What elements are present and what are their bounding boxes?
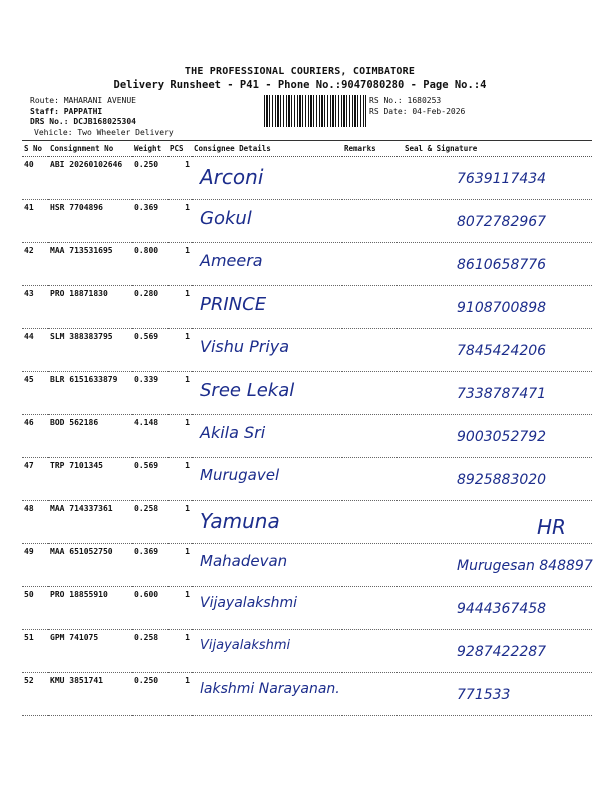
handwritten-consignee-name: Gokul <box>200 208 252 229</box>
handwritten-signature: HR <box>537 515 566 539</box>
table-row <box>22 501 592 544</box>
sno-cell: 45 <box>22 372 48 415</box>
pcs-cell: 1 <box>168 544 192 587</box>
runsheet-title: Delivery Runsheet - P41 - Phone No.:9047080280 - Page No.:4 <box>113 79 487 91</box>
consignment-cell: HSR 7704896 <box>48 200 132 243</box>
remarks-cell <box>342 200 397 243</box>
handwritten-signature: Murugesan 848897 <box>457 558 593 574</box>
pcs-cell: 1 <box>168 458 192 501</box>
col-pcs: PCS <box>168 141 192 157</box>
pcs-cell: 1 <box>168 673 192 716</box>
pcs-cell: 1 <box>168 415 192 458</box>
signature-cell <box>397 329 592 372</box>
handwritten-signature: 9003052792 <box>457 429 547 445</box>
handwritten-signature: 8925883020 <box>457 472 547 488</box>
signature-cell <box>397 415 592 458</box>
consignee-cell <box>192 200 342 243</box>
handwritten-signature: 8610658776 <box>457 257 547 273</box>
consignee-cell <box>192 630 342 673</box>
table-row <box>22 587 592 630</box>
signature-cell <box>397 200 592 243</box>
handwritten-signature: 7338787471 <box>457 386 547 402</box>
col-remarks: Remarks <box>342 141 397 157</box>
consignment-cell: BLR 6151633879 <box>48 372 132 415</box>
signature-cell <box>397 630 592 673</box>
remarks-cell <box>342 372 397 415</box>
consignee-cell <box>192 587 342 630</box>
consignee-cell <box>192 458 342 501</box>
rs-date-label: RS Date: 04-Feb-2026 <box>369 106 466 116</box>
pcs-cell: 1 <box>168 286 192 329</box>
table-row <box>22 286 592 329</box>
table-row <box>22 630 592 673</box>
signature-cell <box>397 372 592 415</box>
sno-cell: 47 <box>22 458 48 501</box>
consignment-cell: MAA 713531695 <box>48 243 132 286</box>
handwritten-consignee-name: PRINCE <box>200 294 267 315</box>
remarks-cell <box>342 587 397 630</box>
signature-cell <box>397 157 592 200</box>
sno-cell: 51 <box>22 630 48 673</box>
consignee-cell <box>192 329 342 372</box>
sno-cell: 48 <box>22 501 48 544</box>
sno-cell: 40 <box>22 157 48 200</box>
signature-cell <box>397 501 592 544</box>
pcs-cell: 1 <box>168 501 192 544</box>
pcs-cell: 1 <box>168 372 192 415</box>
signature-cell <box>397 587 592 630</box>
consignment-cell: PRO 18871830 <box>48 286 132 329</box>
sno-cell: 43 <box>22 286 48 329</box>
handwritten-consignee-name: Murugavel <box>200 466 280 484</box>
runsheet-header <box>0 66 600 91</box>
handwritten-consignee-name: Arconi <box>200 165 264 189</box>
col-seal: Seal & Signature <box>397 141 592 157</box>
remarks-cell <box>342 243 397 286</box>
consignment-cell: TRP 7101345 <box>48 458 132 501</box>
handwritten-signature: 9287422287 <box>457 644 547 660</box>
weight-cell: 0.258 <box>132 630 168 673</box>
col-consignment: Consignment No <box>48 141 132 157</box>
runsheet-table <box>22 140 592 716</box>
handwritten-signature: 8072782967 <box>457 214 547 230</box>
consignee-cell <box>192 243 342 286</box>
handwritten-consignee-name: Vijayalakshmi <box>200 638 291 653</box>
consignee-cell <box>192 372 342 415</box>
table-row <box>22 415 592 458</box>
col-consignee: Consignee Details <box>192 141 342 157</box>
consignment-cell: ABI 20260102646 <box>48 157 132 200</box>
sno-cell: 50 <box>22 587 48 630</box>
weight-cell: 4.148 <box>132 415 168 458</box>
meta-right <box>369 96 465 117</box>
remarks-cell <box>342 415 397 458</box>
remarks-cell <box>342 157 397 200</box>
weight-cell: 0.369 <box>132 200 168 243</box>
handwritten-consignee-name: Yamuna <box>200 509 280 533</box>
sno-cell: 49 <box>22 544 48 587</box>
consignment-cell: MAA 714337361 <box>48 501 132 544</box>
consignee-cell <box>192 286 342 329</box>
company-name: THE PROFESSIONAL COURIERS, COIMBATORE <box>184 66 416 77</box>
pcs-cell: 1 <box>168 157 192 200</box>
pcs-cell: 1 <box>168 630 192 673</box>
weight-cell: 0.800 <box>132 243 168 286</box>
weight-cell: 0.280 <box>132 286 168 329</box>
barcode-image <box>264 95 366 127</box>
handwritten-consignee-name: Mahadevan <box>200 552 288 570</box>
meta-left <box>30 96 174 138</box>
vehicle-label: Vehicle: Two Wheeler Delivery <box>34 127 174 137</box>
sno-cell: 42 <box>22 243 48 286</box>
weight-cell: 0.250 <box>132 157 168 200</box>
pcs-cell: 1 <box>168 243 192 286</box>
table-row <box>22 458 592 501</box>
remarks-cell <box>342 458 397 501</box>
weight-cell: 0.600 <box>132 587 168 630</box>
handwritten-consignee-name: Sree Lekal <box>200 380 295 401</box>
handwritten-consignee-name: lakshmi Narayanan. <box>200 681 340 697</box>
weight-cell: 0.569 <box>132 458 168 501</box>
consignee-cell <box>192 157 342 200</box>
consignee-cell <box>192 501 342 544</box>
remarks-cell <box>342 501 397 544</box>
col-sno: S No <box>22 141 48 157</box>
consignment-cell: GPM 741075 <box>48 630 132 673</box>
handwritten-consignee-name: Ameera <box>200 251 263 270</box>
col-weight: Weight <box>132 141 168 157</box>
pcs-cell: 1 <box>168 329 192 372</box>
table-row <box>22 372 592 415</box>
table-row <box>22 157 592 200</box>
table-row <box>22 673 592 716</box>
pcs-cell: 1 <box>168 587 192 630</box>
consignment-cell: BOD 562186 <box>48 415 132 458</box>
signature-cell <box>397 243 592 286</box>
rs-no-label: RS No.: 1680253 <box>369 96 442 105</box>
handwritten-consignee-name: Vijayalakshmi <box>200 595 298 611</box>
consignee-cell <box>192 673 342 716</box>
drs-label: DRS No.: DCJB168025304 <box>30 117 136 126</box>
consignment-cell: SLM 388383795 <box>48 329 132 372</box>
pcs-cell: 1 <box>168 200 192 243</box>
signature-cell <box>397 286 592 329</box>
handwritten-signature: 7845424206 <box>457 343 547 359</box>
staff-label: Staff: PAPPATHI <box>30 106 103 116</box>
remarks-cell <box>342 544 397 587</box>
table-row <box>22 200 592 243</box>
handwritten-consignee-name: Akila Sri <box>200 423 266 442</box>
weight-cell: 0.339 <box>132 372 168 415</box>
consignment-cell: KMU 3851741 <box>48 673 132 716</box>
table-header-row <box>22 141 592 157</box>
handwritten-signature: 9444367458 <box>457 601 547 617</box>
handwritten-consignee-name: Vishu Priya <box>200 337 290 356</box>
weight-cell: 0.569 <box>132 329 168 372</box>
consignment-cell: PRO 18855910 <box>48 587 132 630</box>
table-row <box>22 243 592 286</box>
route-label: Route: MAHARANI AVENUE <box>30 96 136 105</box>
sno-cell: 52 <box>22 673 48 716</box>
remarks-cell <box>342 286 397 329</box>
remarks-cell <box>342 630 397 673</box>
consignment-cell: MAA 651052750 <box>48 544 132 587</box>
handwritten-signature: 771533 <box>457 687 511 703</box>
table-row <box>22 329 592 372</box>
weight-cell: 0.250 <box>132 673 168 716</box>
sno-cell: 41 <box>22 200 48 243</box>
signature-cell <box>397 458 592 501</box>
consignee-cell <box>192 544 342 587</box>
table-row <box>22 544 592 587</box>
handwritten-signature: 9108700898 <box>457 300 547 316</box>
handwritten-signature: 7639117434 <box>457 171 547 187</box>
weight-cell: 0.258 <box>132 501 168 544</box>
sno-cell: 44 <box>22 329 48 372</box>
weight-cell: 0.369 <box>132 544 168 587</box>
signature-cell <box>397 673 592 716</box>
signature-cell <box>397 544 592 587</box>
consignee-cell <box>192 415 342 458</box>
remarks-cell <box>342 673 397 716</box>
remarks-cell <box>342 329 397 372</box>
sno-cell: 46 <box>22 415 48 458</box>
